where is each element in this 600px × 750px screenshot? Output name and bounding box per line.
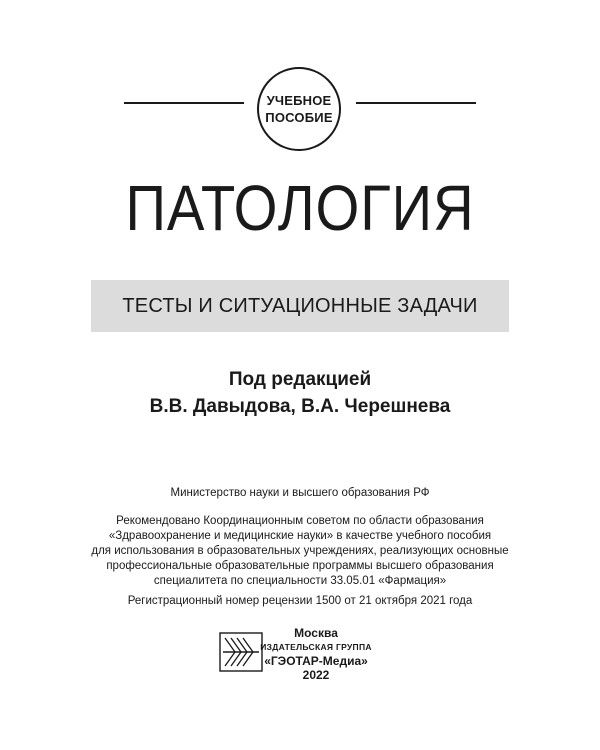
publisher-group: ИЗДАТЕЛЬСКАЯ ГРУППА bbox=[260, 642, 372, 652]
publisher-name: «ГЭОТАР-Медиа» bbox=[264, 654, 368, 668]
editors-label: Под редакцией bbox=[228, 369, 372, 390]
publisher-city: Москва bbox=[294, 626, 338, 640]
recommendation-line: Рекомендовано Координационным советом по области образования bbox=[116, 515, 484, 527]
editors-names: В.В. Давыдова, В.А. Черешнева bbox=[149, 396, 451, 417]
recommendation-block bbox=[0, 514, 600, 589]
publisher-block bbox=[250, 626, 382, 682]
badge-line-2: ПОСОБИЕ bbox=[265, 110, 333, 125]
textbook-badge bbox=[257, 67, 341, 151]
recommendation-line: «Здравоохранение и медицинские науки» в качестве учебного пособия bbox=[108, 530, 492, 542]
publication-year: 2022 bbox=[302, 668, 330, 682]
subtitle-bar bbox=[91, 280, 509, 332]
recommendation-line: специалитета по специальности 33.05.01 «Фармация» bbox=[153, 575, 447, 587]
book-title: ПАТОЛОГИЯ bbox=[125, 172, 475, 244]
badge-line-1: УЧЕБНОЕ bbox=[266, 93, 332, 108]
decorative-rule-left bbox=[124, 102, 244, 104]
recommendation-line: профессиональные образовательные программы высшего образования bbox=[106, 560, 494, 572]
registration-line: Регистрационный номер рецензии 1500 от 21 октября 2021 года bbox=[127, 595, 473, 607]
ministry-line: Министерство науки и высшего образования РФ bbox=[170, 487, 430, 499]
editors-block bbox=[0, 366, 600, 420]
book-subtitle: ТЕСТЫ И СИТУАЦИОННЫЕ ЗАДАЧИ bbox=[122, 294, 478, 317]
decorative-rule-right bbox=[356, 102, 476, 104]
recommendation-line: для использования в образовательных учреждениях, реализующих основные bbox=[91, 545, 509, 557]
